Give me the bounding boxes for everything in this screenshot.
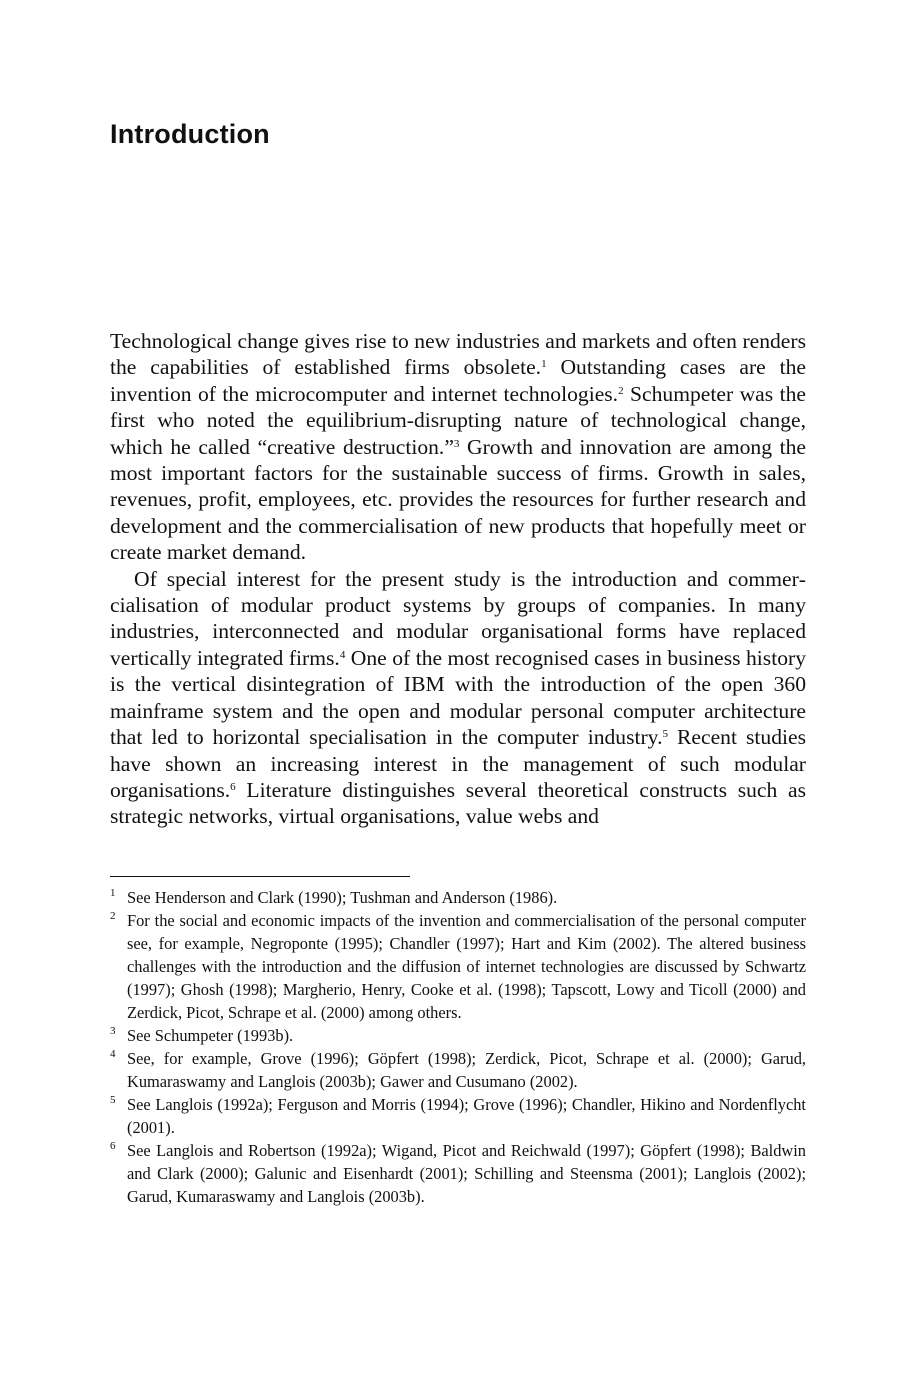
footnote: [110, 909, 806, 1024]
footnote-separator: [110, 876, 410, 877]
footnote-reference[interactable]: 4: [339, 648, 346, 661]
paragraph-text: Recent studies have shown an increasing interest in the management of such modular organisations.: [110, 725, 807, 802]
paragraph-text: Literature distinguishes several theoretical constructs such as strategic networks, virtual organisations, value webs and: [110, 777, 806, 829]
chapter-title: Introduction: [110, 119, 270, 149]
footnote-number: 4: [110, 1048, 116, 1060]
footnotes-list: [110, 886, 806, 1208]
footnote-reference[interactable]: 2: [618, 384, 624, 397]
footnote-text: For the social and economic impacts of the invention and commercialisation of the personal computer see, for example, Negroponte (1995); Chandler (1997); Hart and Kim (2002). The altered business challenges with the introduction and the diffusion of internet technologies are discussed by Schwartz (1997); Ghosh (1998); Margherio, Henry, Cooke et al. (1998); Tapscott, Lowy and Ticoll (2000) and Zerdick, Picot, Schrape et al. (2000) among others.: [127, 911, 806, 1022]
footnote-number: 5: [110, 1094, 116, 1106]
footnote-reference[interactable]: 6: [230, 780, 236, 793]
body-paragraph: [110, 328, 806, 566]
paragraph-text: One of the most recognised cases in business history is the vertical disintegration of IBM with the introduction of the open 360 mainframe system and the open and modular personal computer architecture that led to horizontal specialisation in the computer industry.: [110, 645, 806, 750]
footnote: [110, 1047, 806, 1093]
footnote-reference[interactable]: 5: [662, 728, 668, 741]
footnote-text: See Henderson and Clark (1990); Tushman and Anderson (1986).: [127, 888, 558, 907]
footnote-reference[interactable]: 3: [453, 437, 460, 450]
footnote: [110, 1024, 806, 1047]
footnote: [110, 1139, 806, 1208]
paragraph-text: Growth and innovation are among the most important factors for the sustainable success of firms. Growth in sales, revenues, profit, employees, etc. provides the resources for further research and development and the commercialisation of new products that hopefully meet or create market demand.: [110, 434, 807, 565]
footnote-text: See Schumpeter (1993b).: [127, 1026, 294, 1045]
footnote-number: 1: [110, 887, 116, 899]
paragraph-text: Of special interest for the present study is the introduction and commercialisation of modular product systems by groups of companies. In many industries, interconnected and modular organisational forms have replaced vertically integrated firms.: [110, 566, 806, 670]
footnote: [110, 886, 806, 909]
body-paragraph: [110, 566, 806, 830]
paragraph-text: Outstanding cases are the invention of the microcomputer and internet technologies.: [110, 355, 806, 406]
paragraph-text: Technological change gives rise to new industries and markets and often renders the capabilities of established firms obsolete.: [110, 329, 806, 380]
footnote-number: 3: [110, 1025, 116, 1037]
footnote-text: See Langlois (1992a); Ferguson and Morris (1994); Grove (1996); Chandler, Hikino and Nordenflycht (2001).: [127, 1095, 806, 1137]
footnote-number: 6: [110, 1140, 116, 1152]
footnote-text: See Langlois and Robertson (1992a); Wigand, Picot and Reichwald (1997); Göpfert (1998); Baldwin and Clark (2000); Galunic and Eisenhardt (2001); Schilling and Steensma (2001); Langlois (2002); Garud, Kumaraswamy and Langlois (2003b).: [127, 1141, 806, 1206]
paragraph-text: Schumpeter was the first who noted the equilibrium-disrupting nature of technological change, which he called “creative destruction.”: [110, 381, 806, 459]
footnote-text: See, for example, Grove (1996); Göpfert (1998); Zerdick, Picot, Schrape et al. (2000); Garud, Kumaraswamy and Langlois (2003b); Gawer and Cusumano (2002).: [127, 1049, 806, 1091]
footnote: [110, 1093, 806, 1139]
footnote-reference[interactable]: 1: [541, 358, 547, 371]
body-text: [110, 328, 806, 830]
footnote-number: 2: [110, 910, 116, 922]
